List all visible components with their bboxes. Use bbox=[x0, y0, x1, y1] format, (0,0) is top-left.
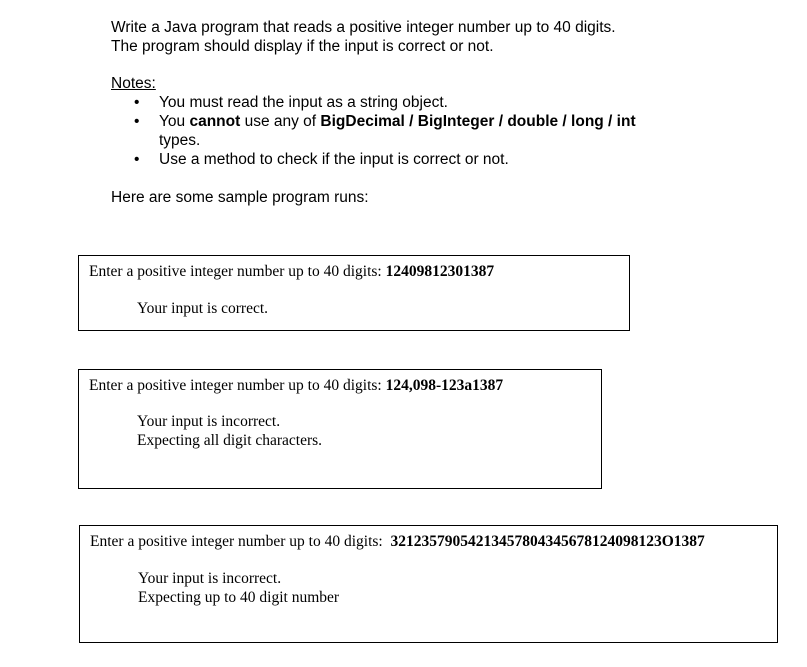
run-3-prompt: Enter a positive integer number up to 40 digits: bbox=[90, 533, 391, 550]
run-2-output-1: Your input is incorrect. bbox=[137, 413, 281, 430]
sample-run-box-3 bbox=[79, 525, 778, 643]
note-text-3: Use a method to check if the input is correct or not. bbox=[159, 151, 509, 168]
run-3-output-1: Your input is incorrect. bbox=[138, 570, 282, 587]
note-text-1: You must read the input as a string object. bbox=[159, 94, 448, 111]
run-1-prompt: Enter a positive integer number up to 40 digits: bbox=[89, 263, 386, 280]
notes-heading: Notes: bbox=[111, 75, 156, 92]
run-2-prompt: Enter a positive integer number up to 40 digits: bbox=[89, 377, 386, 394]
run-1-input: 12409812301387 bbox=[385, 263, 495, 280]
run-2-prompt-line bbox=[89, 376, 503, 395]
note-text-2-post: types. bbox=[159, 132, 201, 149]
note-text-2-bold-cannot: cannot bbox=[189, 113, 241, 130]
run-3-output-2: Expecting up to 40 digit number bbox=[138, 589, 340, 606]
bullet-dot: • bbox=[134, 94, 140, 111]
run-1-prompt-line bbox=[89, 262, 494, 281]
intro-paragraph bbox=[111, 18, 616, 56]
note-text-2 bbox=[159, 112, 659, 150]
note-text-2-mid: use any of bbox=[240, 113, 321, 130]
run-3-prompt-line bbox=[90, 532, 705, 551]
run-1-output-1: Your input is correct. bbox=[137, 300, 269, 317]
sample-runs-heading: Here are some sample program runs: bbox=[111, 189, 369, 206]
sample-run-box-1 bbox=[78, 255, 630, 331]
note-text-2-bold-types: BigDecimal / BigInteger / double / long / int bbox=[320, 113, 636, 130]
run-2-input: 124,098-123a1387 bbox=[385, 377, 504, 394]
bullet-dot: • bbox=[134, 151, 140, 168]
intro-line-2: The program should display if the input is correct or not. bbox=[111, 38, 494, 55]
intro-line-1: Write a Java program that reads a positive integer number up to 40 digits. bbox=[111, 19, 616, 36]
sample-run-box-2 bbox=[78, 369, 602, 489]
note-text-2-pre: You bbox=[159, 113, 190, 130]
run-3-input: 32123579054213457804345678124098123O1387 bbox=[390, 533, 705, 550]
run-2-output-2: Expecting all digit characters. bbox=[137, 432, 323, 449]
bullet-dot: • bbox=[134, 113, 140, 130]
